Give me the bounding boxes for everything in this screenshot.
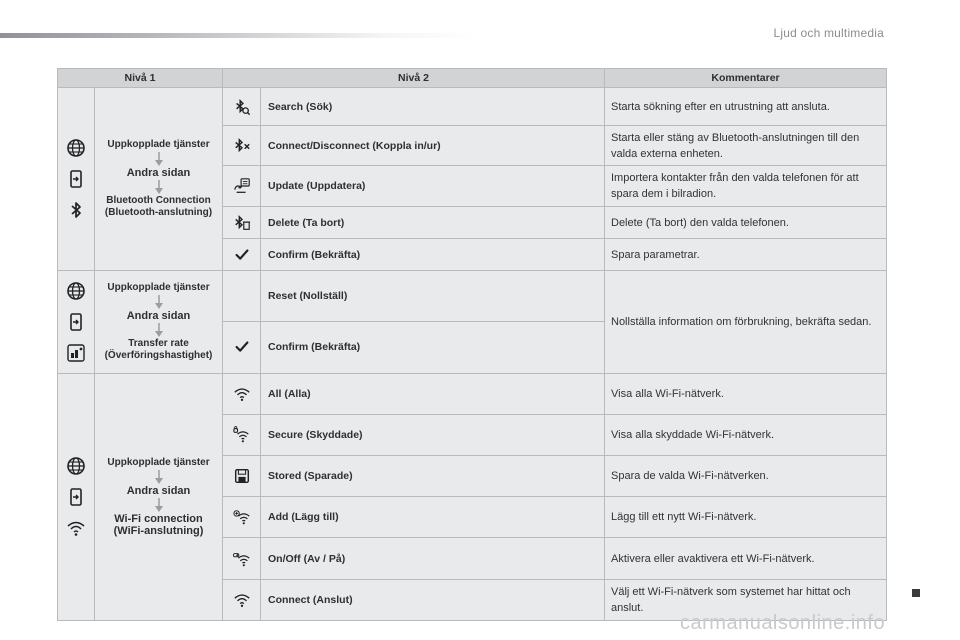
option-comment: Spara de valda Wi-Fi-nätverken. <box>605 456 887 497</box>
arrow-down-icon <box>154 498 164 512</box>
option-comment: Delete (Ta bort) den valda telefonen. <box>605 207 887 239</box>
option-label: Connect/Disconnect (Koppla in/ur) <box>261 126 605 166</box>
option-label: All (Alla) <box>261 374 605 415</box>
globe-icon <box>65 280 87 302</box>
header-level1: Nivå 1 <box>58 69 223 88</box>
group1-path <box>95 88 223 271</box>
globe-icon <box>65 455 87 477</box>
group2-path <box>95 271 223 374</box>
save-icon <box>233 467 251 485</box>
table-header-row <box>58 69 887 88</box>
header-comments: Kommentarer <box>605 69 887 88</box>
wifi-toggle-icon <box>233 550 251 568</box>
path-step: Andra sidan <box>126 310 191 322</box>
header-level2: Nivå 2 <box>223 69 605 88</box>
option-comment: Importera kontakter från den valda telefonen för att spara dem i bilradion. <box>605 166 887 207</box>
option-comment: Starta sökning efter en utrustning att ansluta. <box>605 88 887 126</box>
top-decor-bar <box>0 33 480 38</box>
check-icon <box>233 338 251 356</box>
arrow-down-icon <box>154 295 164 309</box>
option-label: Confirm (Bekräfta) <box>261 321 605 373</box>
wifi-add-icon <box>233 508 251 526</box>
table-row <box>58 271 887 322</box>
group3-icons <box>58 374 95 621</box>
option-comment: Starta eller stäng av Bluetooth-anslutningen till den valda externa enheten. <box>605 126 887 166</box>
option-label: Search (Sök) <box>261 88 605 126</box>
path-step: Uppkopplade tjänster <box>107 139 210 150</box>
path-step: (Bluetooth-anslutning) <box>104 207 213 218</box>
transfer-rate-icon <box>65 342 87 364</box>
path-step: (WiFi-anslutning) <box>113 525 204 537</box>
option-comment: Spara parametrar. <box>605 239 887 271</box>
table-row <box>58 374 887 415</box>
watermark: carmanualsonline.info <box>680 612 886 634</box>
arrow-down-icon <box>154 323 164 337</box>
option-comment: Lägg till ett nytt Wi-Fi-nätverk. <box>605 497 887 538</box>
option-label: Confirm (Bekräfta) <box>261 239 605 271</box>
globe-icon <box>65 137 87 159</box>
option-label: Delete (Ta bort) <box>261 207 605 239</box>
arrow-down-icon <box>154 180 164 194</box>
group1-icons <box>58 88 95 271</box>
delete-phone-icon <box>233 214 251 232</box>
group3-path <box>95 374 223 621</box>
arrow-down-icon <box>154 152 164 166</box>
path-step: Bluetooth Connection <box>106 195 211 206</box>
path-step: Andra sidan <box>126 485 191 497</box>
wifi-secure-icon <box>233 426 251 444</box>
option-label: Update (Uppdatera) <box>261 166 605 207</box>
option-comment: Nollställa information om förbrukning, bekräfta sedan. <box>605 271 887 374</box>
bluetooth-disconnect-icon <box>233 137 251 155</box>
path-step: Wi-Fi connection <box>114 513 203 525</box>
path-step: Uppkopplade tjänster <box>107 457 210 468</box>
page-marker <box>912 589 920 597</box>
option-label: Reset (Nollställ) <box>261 271 605 322</box>
settings-table <box>57 68 887 621</box>
option-comment: Visa alla Wi-Fi-nätverk. <box>605 374 887 415</box>
group2-icons <box>58 271 95 374</box>
wifi-icon <box>65 517 87 539</box>
option-comment: Visa alla skyddade Wi-Fi-nätverk. <box>605 415 887 456</box>
check-icon <box>233 246 251 264</box>
path-step: Uppkopplade tjänster <box>107 282 210 293</box>
phone-connect-icon <box>65 486 87 508</box>
option-label: Secure (Skyddade) <box>261 415 605 456</box>
path-step: (Överföringshastighet) <box>104 350 213 361</box>
phone-connect-icon <box>65 168 87 190</box>
option-label: On/Off (Av / På) <box>261 538 605 580</box>
option-label: Add (Lägg till) <box>261 497 605 538</box>
bluetooth-search-icon <box>233 98 251 116</box>
wifi-icon <box>233 385 251 403</box>
path-step: Transfer rate <box>128 338 189 349</box>
path-step: Andra sidan <box>126 167 191 179</box>
option-comment: Välj ett Wi-Fi-nätverk som systemet har hittat och anslut. <box>605 580 887 621</box>
page-section-title: Ljud och multimedia <box>773 26 884 40</box>
bluetooth-icon <box>65 199 87 221</box>
option-label: Connect (Anslut) <box>261 580 605 621</box>
table-row <box>58 88 887 126</box>
contacts-update-icon <box>233 177 251 195</box>
option-comment: Aktivera eller avaktivera ett Wi-Fi-nätverk. <box>605 538 887 580</box>
option-label: Stored (Sparade) <box>261 456 605 497</box>
wifi-icon <box>233 591 251 609</box>
phone-connect-icon <box>65 311 87 333</box>
arrow-down-icon <box>154 470 164 484</box>
